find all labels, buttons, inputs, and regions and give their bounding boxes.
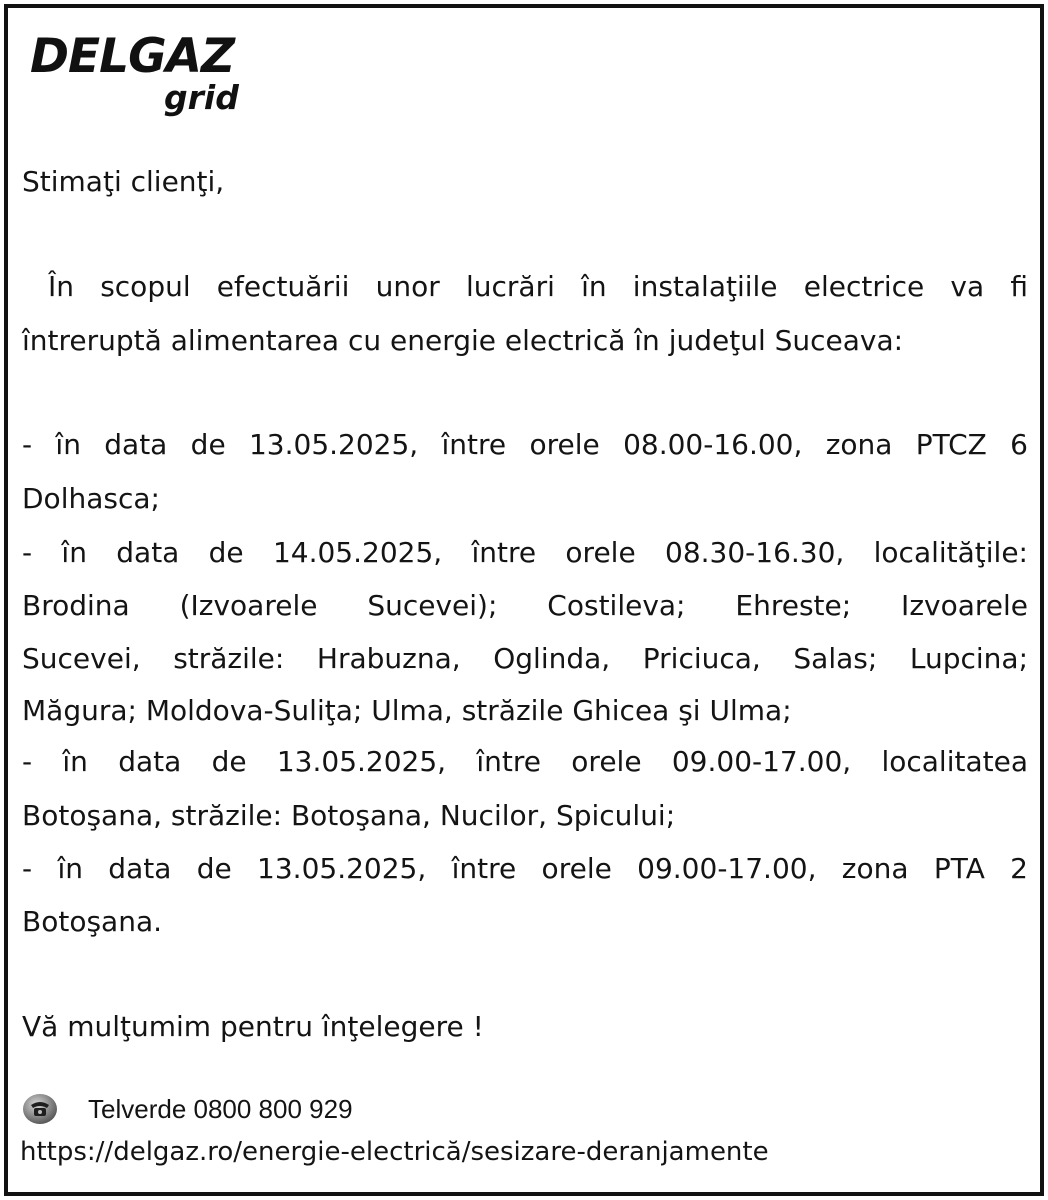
phone-icon (22, 1093, 58, 1125)
item-2-line-3: Sucevei, străzile: Hrabuzna, Oglinda, Priciuca, Salas; Lupcina; (22, 642, 1028, 675)
item-2-line-1: - în data de 14.05.2025, între orele 08.30-16.30, localităţile: (22, 536, 1028, 569)
item-1-line-1: - în data de 13.05.2025, între orele 08.00-16.00, zona PTCZ 6 (22, 428, 1028, 461)
closing-line: Vă mulţumim pentru înţelegere ! (22, 1010, 484, 1043)
item-1-line-2: Dolhasca; (22, 482, 160, 515)
phone-contact (22, 1092, 522, 1126)
item-4-line-2: Botoşana. (22, 905, 162, 938)
delgaz-grid-logo (30, 29, 260, 123)
item-2-line-4: Măgura; Moldova-Suliţa; Ulma, străzile Ghicea şi Ulma; (22, 694, 792, 727)
logo-wordmark: DELGAZ (30, 29, 235, 84)
item-2-line-2: Brodina (Izvoarele Sucevei); Costileva; Ehreste; Izvoarele (22, 589, 1028, 622)
item-3-line-2: Botoşana, străzile: Botoşana, Nucilor, Spicului; (22, 799, 676, 832)
intro-line-1: În scopul efectuării unor lucrări în instalaţiile electrice va fi (48, 270, 1028, 303)
item-3-line-1: - în data de 13.05.2025, între orele 09.00-17.00, localitatea (22, 745, 1028, 778)
logo-subtitle: grid (164, 78, 239, 117)
website-link[interactable]: https://delgaz.ro/energie-electrică/sesizare-deranjamente (20, 1137, 769, 1167)
item-4-line-1: - în data de 13.05.2025, între orele 09.00-17.00, zona PTA 2 (22, 852, 1028, 885)
intro-line-2: întreruptă alimentarea cu energie electrică în judeţul Suceava: (22, 324, 904, 357)
greeting: Stimaţi clienţi, (22, 165, 225, 198)
phone-number: Telverde 0800 800 929 (88, 1094, 353, 1124)
